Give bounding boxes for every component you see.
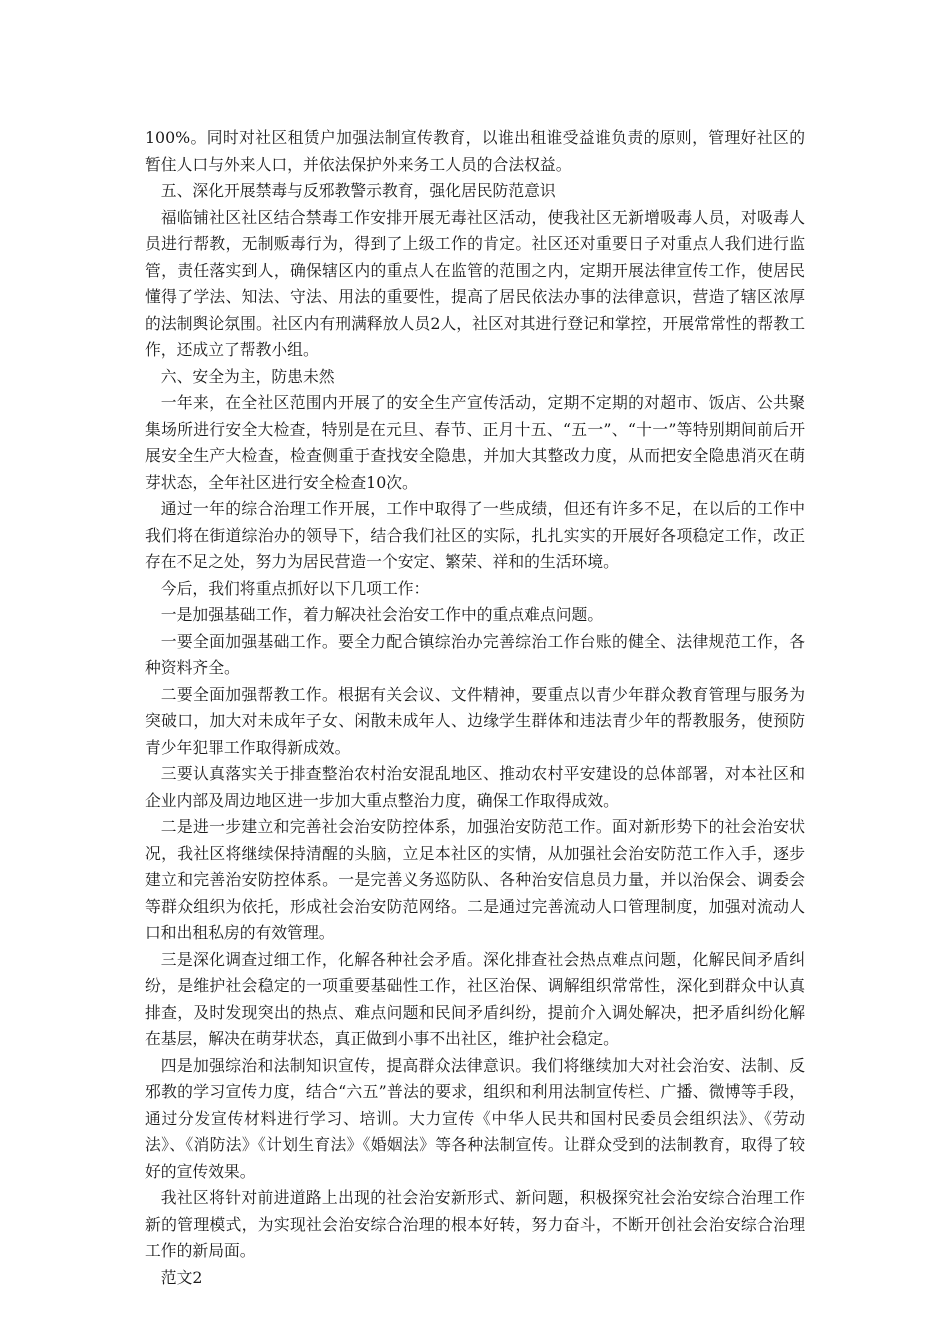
paragraph: 一要全面加强基础工作。要全力配合镇综治办完善综治工作台账的健全、法律规范工作，各种资料齐全。 [145,631,805,677]
paragraph: 今后，我们将重点抓好以下几项工作： [160,578,430,598]
paragraph: 二要全面加强帮教工作。根据有关会议、文件精神，要重点以青少年群众教育管理与服务为突破口，加大对未成年子女、闲散未成年人、边缘学生群体和违法青少年的帮教服务，使预防青少年犯罪工作取得新成效。 [145,684,805,757]
paragraph: 三要认真落实关于排查整治农村治安混乱地区、推动农村平安建设的总体部署，对本社区和企业内部及周边地区进一步加大重点整治力度，确保工作取得成效。 [145,764,805,810]
paragraph: 100%。同时对社区租赁户加强法制宣传教育，以谁出租谁受益谁负责的原则，管理好社区的暂住人口与外来人口，并依法保护外来务工人员的合法权益。 [145,128,805,174]
document-body [145,125,805,1291]
paragraph: 四是加强综治和法制知识宣传，提高群众法律意识。我们将继续加大对社会治安、法制、反邪教的学习宣传力度，结合“六五”普法的要求，组织和利用法制宣传栏、广播、微博等手段，通过分发宣传材料进行学习、培训。大力宣传《中华人民共和国村民委员会组织法》、《劳动法》、《消防法》《计划生育法》《婚姻法》等各种法制宣传。让群众受到的法制教育，取得了较好的宣传效果。 [145,1055,805,1181]
section-heading: 五、深化开展禁毒与反邪教警示教育，强化居民防范意识 [160,181,556,200]
paragraph: 三是深化调查过细工作，化解各种社会矛盾。深化排查社会热点难点问题，化解民间矛盾纠纷，是维护社会稳定的一项重要基础性工作，社区治保、调解组织常常性，深化到群众中认真排查，及时发现突出的热点、难点问题和民间矛盾纠纷，提前介入调处解决，把矛盾纠纷化解在基层，解决在萌芽状态，真正做到小事不出社区，维护社会稳定。 [145,949,805,1048]
paragraph: 一是加强基础工作，着力解决社会治安工作中的重点难点问题。 [160,605,604,624]
sample-heading: 范文2 [160,1267,203,1287]
paragraph: 一年来，在全社区范围内开展了的安全生产宣传活动，定期不定期的对超市、饭店、公共聚集场所进行安全大检查，特别是在元旦、春节、正月十五、“五一”、“十一”等特别期间前后开展安全生产大检查，检查侧重于查找安全隐患，并加大其整改力度，从而把安全隐患消灭在萌芽状态，全年社区进行安全检查10次。 [145,393,805,492]
section-heading: 六、安全为主，防患未然 [160,366,335,386]
paragraph: 二是进一步建立和完善社会治安防控体系，加强治安防范工作。面对新形势下的社会治安状况，我社区将继续保持清醒的头脑，立足本社区的实情，从加强社会治安防范工作入手，逐步建立和完善治安防控体系。一是完善义务巡防队、各种治安信息员力量，并以治保会、调委会等群众组织为依托，形成社会治安防范网络。二是通过完善流动人口管理制度，加强对流动人口和出租私房的有效管理。 [145,817,805,942]
paragraph: 福临铺社区社区结合禁毒工作安排开展无毒社区活动，使我社区无新增吸毒人员，对吸毒人员进行帮教，无制贩毒行为，得到了上级工作的肯定。社区还对重要日子对重点人我们进行监管，责任落实到人，确保辖区内的重点人在监管的范围之内，定期开展法律宣传工作，使居民懂得了学法、知法、守法、用法的重要性，提高了居民依法办事的法律意识，营造了辖区浓厚的法制舆论氛围。社区内有刑满释放人员2人，社区对其进行登记和掌控，开展常常性的帮教工作，还成立了帮教小组。 [145,207,805,359]
paragraph: 我社区将针对前进道路上出现的社会治安新形式、新问题，积极探究社会治安综合治理工作新的管理模式，为实现社会治安综合治理的根本好转，努力奋斗，不断开创社会治安综合治理工作的新局面。 [145,1188,805,1260]
paragraph: 通过一年的综合治理工作开展，工作中取得了一些成绩，但还有许多不足，在以后的工作中我们将在街道综治办的领导下，结合我们社区的实际，扎扎实实的开展好各项稳定工作，改正存在不足之处，努力为居民营造一个安定、繁荣、祥和的生活环境。 [145,499,805,571]
